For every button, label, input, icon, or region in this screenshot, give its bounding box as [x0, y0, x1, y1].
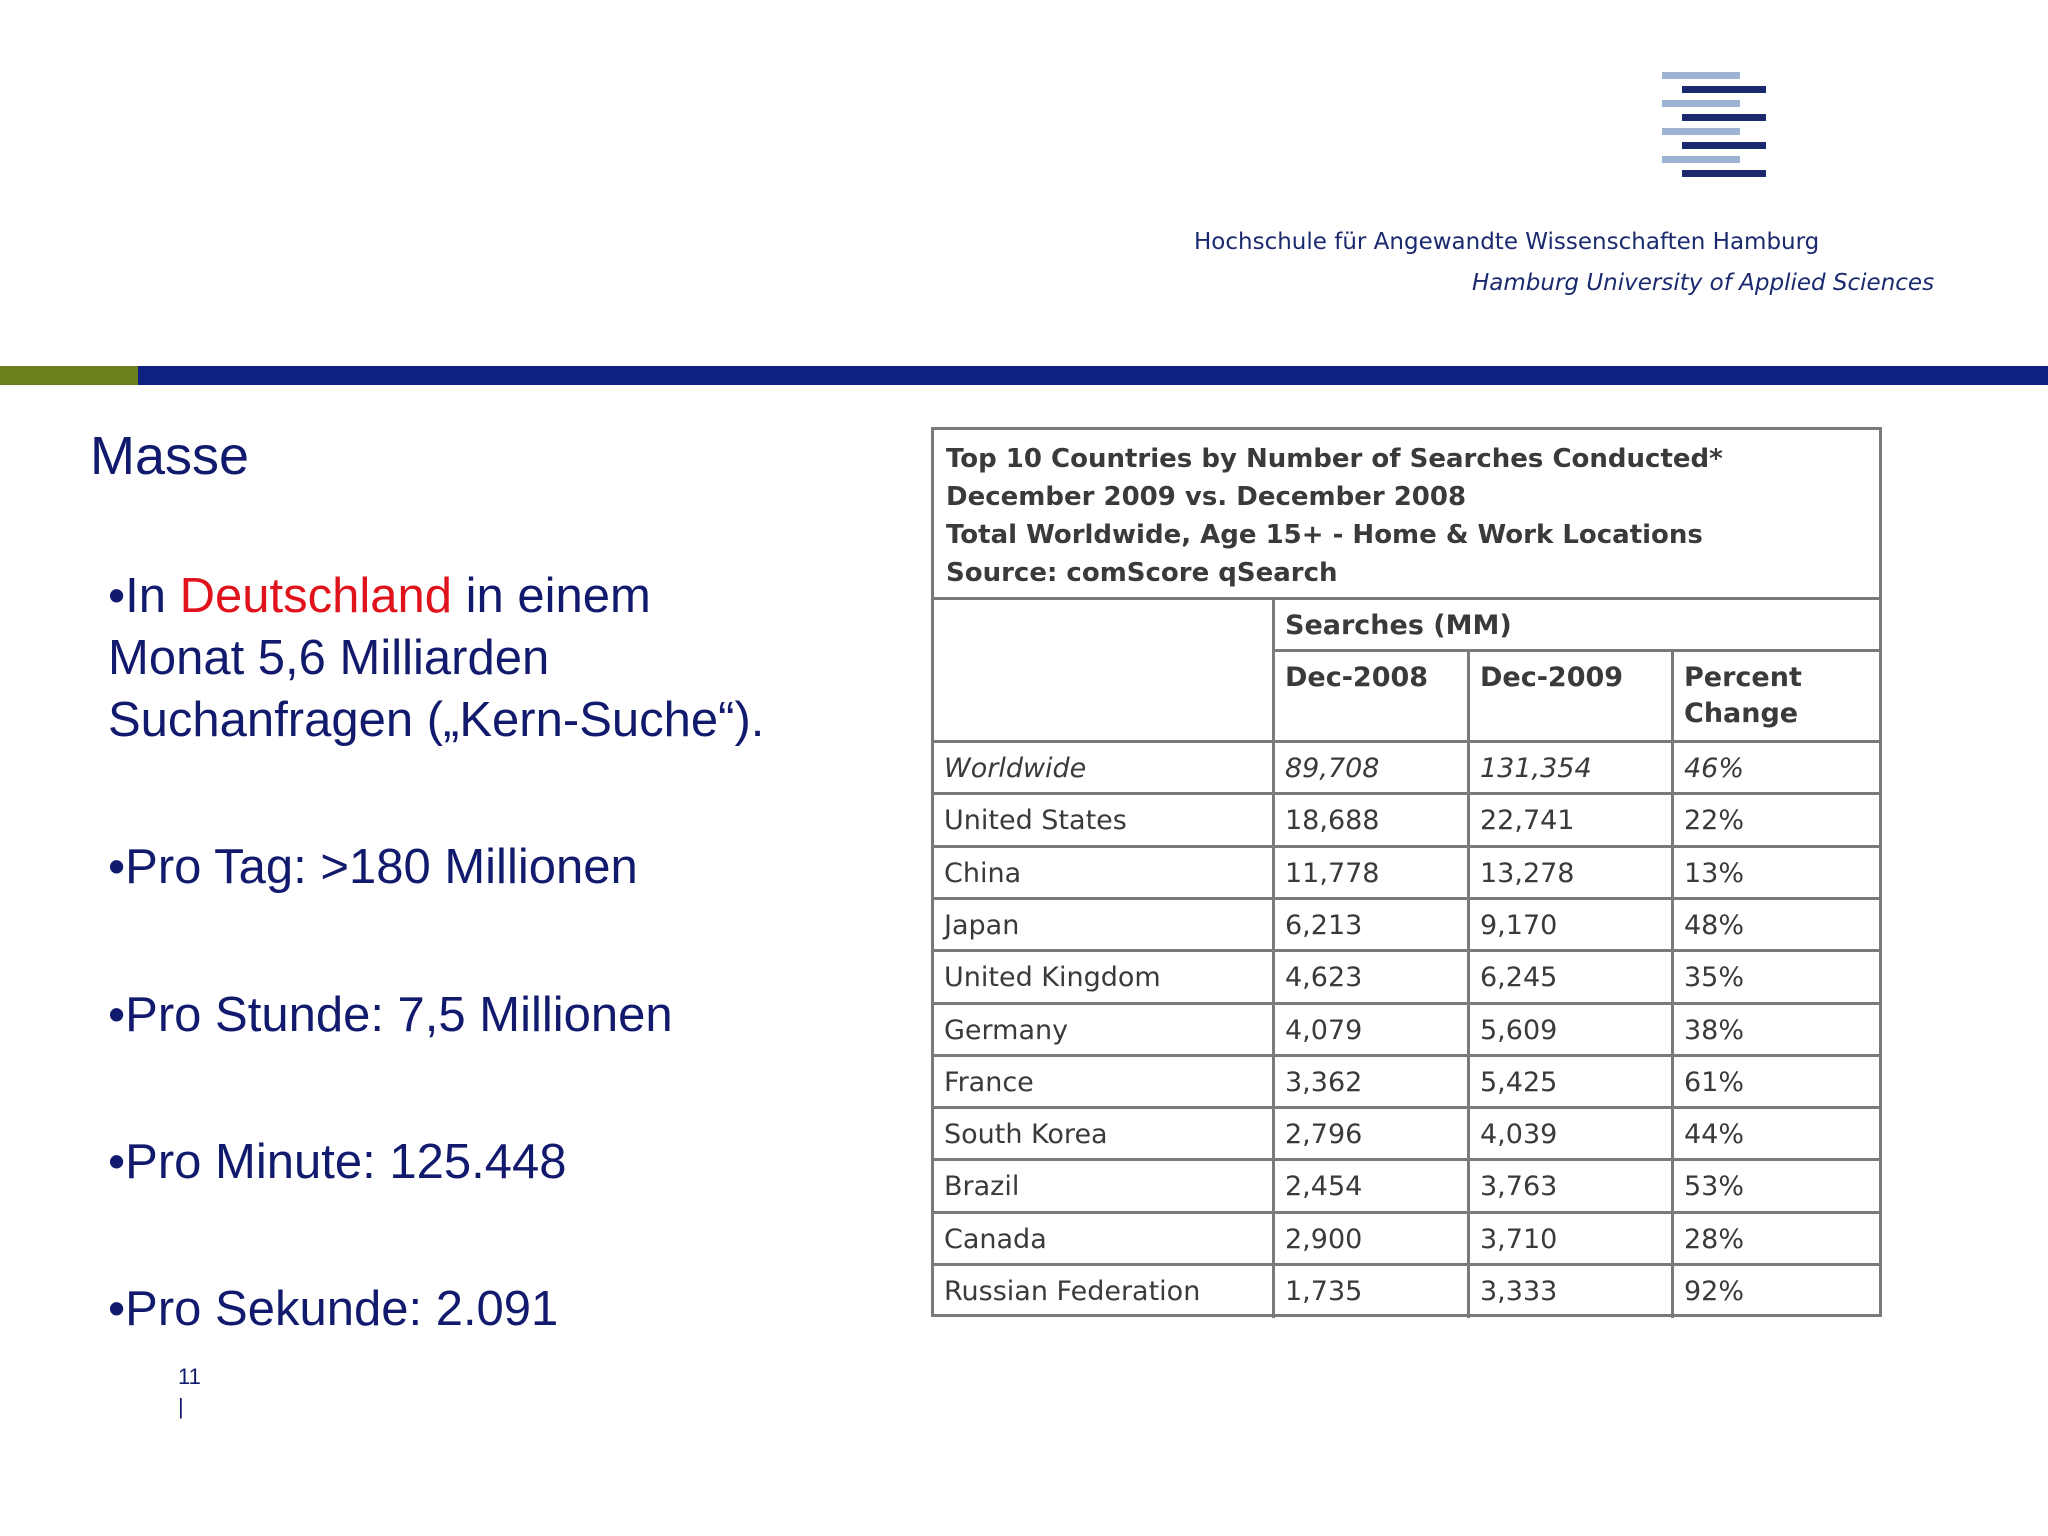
bullet-item — [108, 565, 651, 627]
table-column-header: Dec-2009 — [1470, 652, 1674, 743]
bullet-text: •In — [108, 569, 180, 623]
bullet-item-continued: Monat 5,6 Milliarden — [108, 631, 550, 685]
table-column-header: Dec-2008 — [1275, 652, 1470, 743]
table-row-label: Germany — [934, 1005, 1275, 1057]
table-cell: 5,425 — [1470, 1057, 1674, 1109]
table-column-header-line: Change — [1684, 698, 1799, 729]
table-caption — [934, 430, 1879, 600]
table-row-label: Japan — [934, 900, 1275, 952]
bullet-item: •Pro Tag: >180 Millionen — [108, 840, 638, 894]
table-cell: 35% — [1674, 952, 1879, 1005]
institution-name-german: Hochschule für Angewandte Wissenschaften Hamburg — [1194, 229, 1820, 255]
table-cell: 11,778 — [1275, 848, 1470, 900]
searches-table — [931, 427, 1882, 1317]
highlight-text: Deutschland — [179, 569, 453, 623]
institution-name-english: Hamburg University of Applied Sciences — [1472, 270, 1935, 296]
table-row-label: China — [934, 848, 1275, 900]
table-subtitle: Total Worldwide, Age 15+ - Home & Work Locations — [946, 520, 1703, 550]
header-bar — [138, 366, 2048, 385]
table-row-label: Canada — [934, 1214, 1275, 1266]
table-source: Source: comScore qSearch — [946, 558, 1338, 588]
table-cell: 22% — [1674, 795, 1879, 848]
table-cell: 4,623 — [1275, 952, 1470, 1005]
bullet-item: •Pro Minute: 125.448 — [108, 1135, 567, 1189]
table-cell: 61% — [1674, 1057, 1879, 1109]
table-cell: 4,039 — [1470, 1109, 1674, 1161]
bullet-text: in einem — [452, 569, 651, 623]
table-cell: 89,708 — [1275, 743, 1470, 795]
table-cell: 2,454 — [1275, 1161, 1470, 1214]
table-cell: 4,079 — [1275, 1005, 1470, 1057]
table-column-header-line: Percent — [1684, 662, 1802, 693]
bullet-item: •Pro Sekunde: 2.091 — [108, 1282, 559, 1336]
header-bar-accent — [0, 366, 138, 385]
bullet-item-continued: Suchanfragen („Kern-Suche“). — [108, 693, 765, 747]
slide-title: Masse — [90, 426, 250, 486]
table-row-label: Russian Federation — [934, 1266, 1275, 1318]
table-cell: 6,245 — [1470, 952, 1674, 1005]
table-cell: 1,735 — [1275, 1266, 1470, 1318]
table-row-label: South Korea — [934, 1109, 1275, 1161]
table-row-label: United States — [934, 795, 1275, 848]
table-group-header: Searches (MM) — [1275, 600, 1879, 652]
table-cell: 9,170 — [1470, 900, 1674, 952]
table-cell: 6,213 — [1275, 900, 1470, 952]
table-cell: 22,741 — [1470, 795, 1674, 848]
table-row-label: Worldwide — [934, 743, 1275, 795]
university-logo — [1660, 66, 1775, 181]
table-row-label: Brazil — [934, 1161, 1275, 1214]
table-cell: 44% — [1674, 1109, 1879, 1161]
table-cell: 3,333 — [1470, 1266, 1674, 1318]
table-cell: 13% — [1674, 848, 1879, 900]
table-cell: 92% — [1684, 1276, 1745, 1307]
table-row-label: United Kingdom — [934, 952, 1275, 1005]
table-cell: 53% — [1674, 1161, 1879, 1214]
table-cell: 2,796 — [1275, 1109, 1470, 1161]
table-cell: 131,354 — [1470, 743, 1674, 795]
table-title: Top 10 Countries by Number of Searches Conducted* — [946, 444, 1723, 474]
table-header-corner — [934, 600, 1275, 743]
table-cell: 48% — [1674, 900, 1879, 952]
page-number-marker: | — [178, 1394, 184, 1419]
table-row-label: France — [934, 1057, 1275, 1109]
table-subtitle: December 2009 vs. December 2008 — [946, 482, 1467, 512]
table-cell: 3,362 — [1275, 1057, 1470, 1109]
page-number-value: 11 — [178, 1364, 201, 1389]
table-column-header — [1674, 652, 1879, 743]
table-cell: 3,710 — [1470, 1214, 1674, 1266]
bullet-item: •Pro Stunde: 7,5 Millionen — [108, 988, 673, 1042]
table-cell: 13,278 — [1470, 848, 1674, 900]
table-cell: 46% — [1674, 743, 1879, 795]
table-cell: 2,900 — [1275, 1214, 1470, 1266]
table-cell: 38% — [1674, 1005, 1879, 1057]
table-cell: 3,763 — [1470, 1161, 1674, 1214]
table-cell: 18,688 — [1275, 795, 1470, 848]
table-cell: 28% — [1674, 1214, 1879, 1266]
page-number — [178, 1362, 201, 1422]
table-cell: 5,609 — [1470, 1005, 1674, 1057]
